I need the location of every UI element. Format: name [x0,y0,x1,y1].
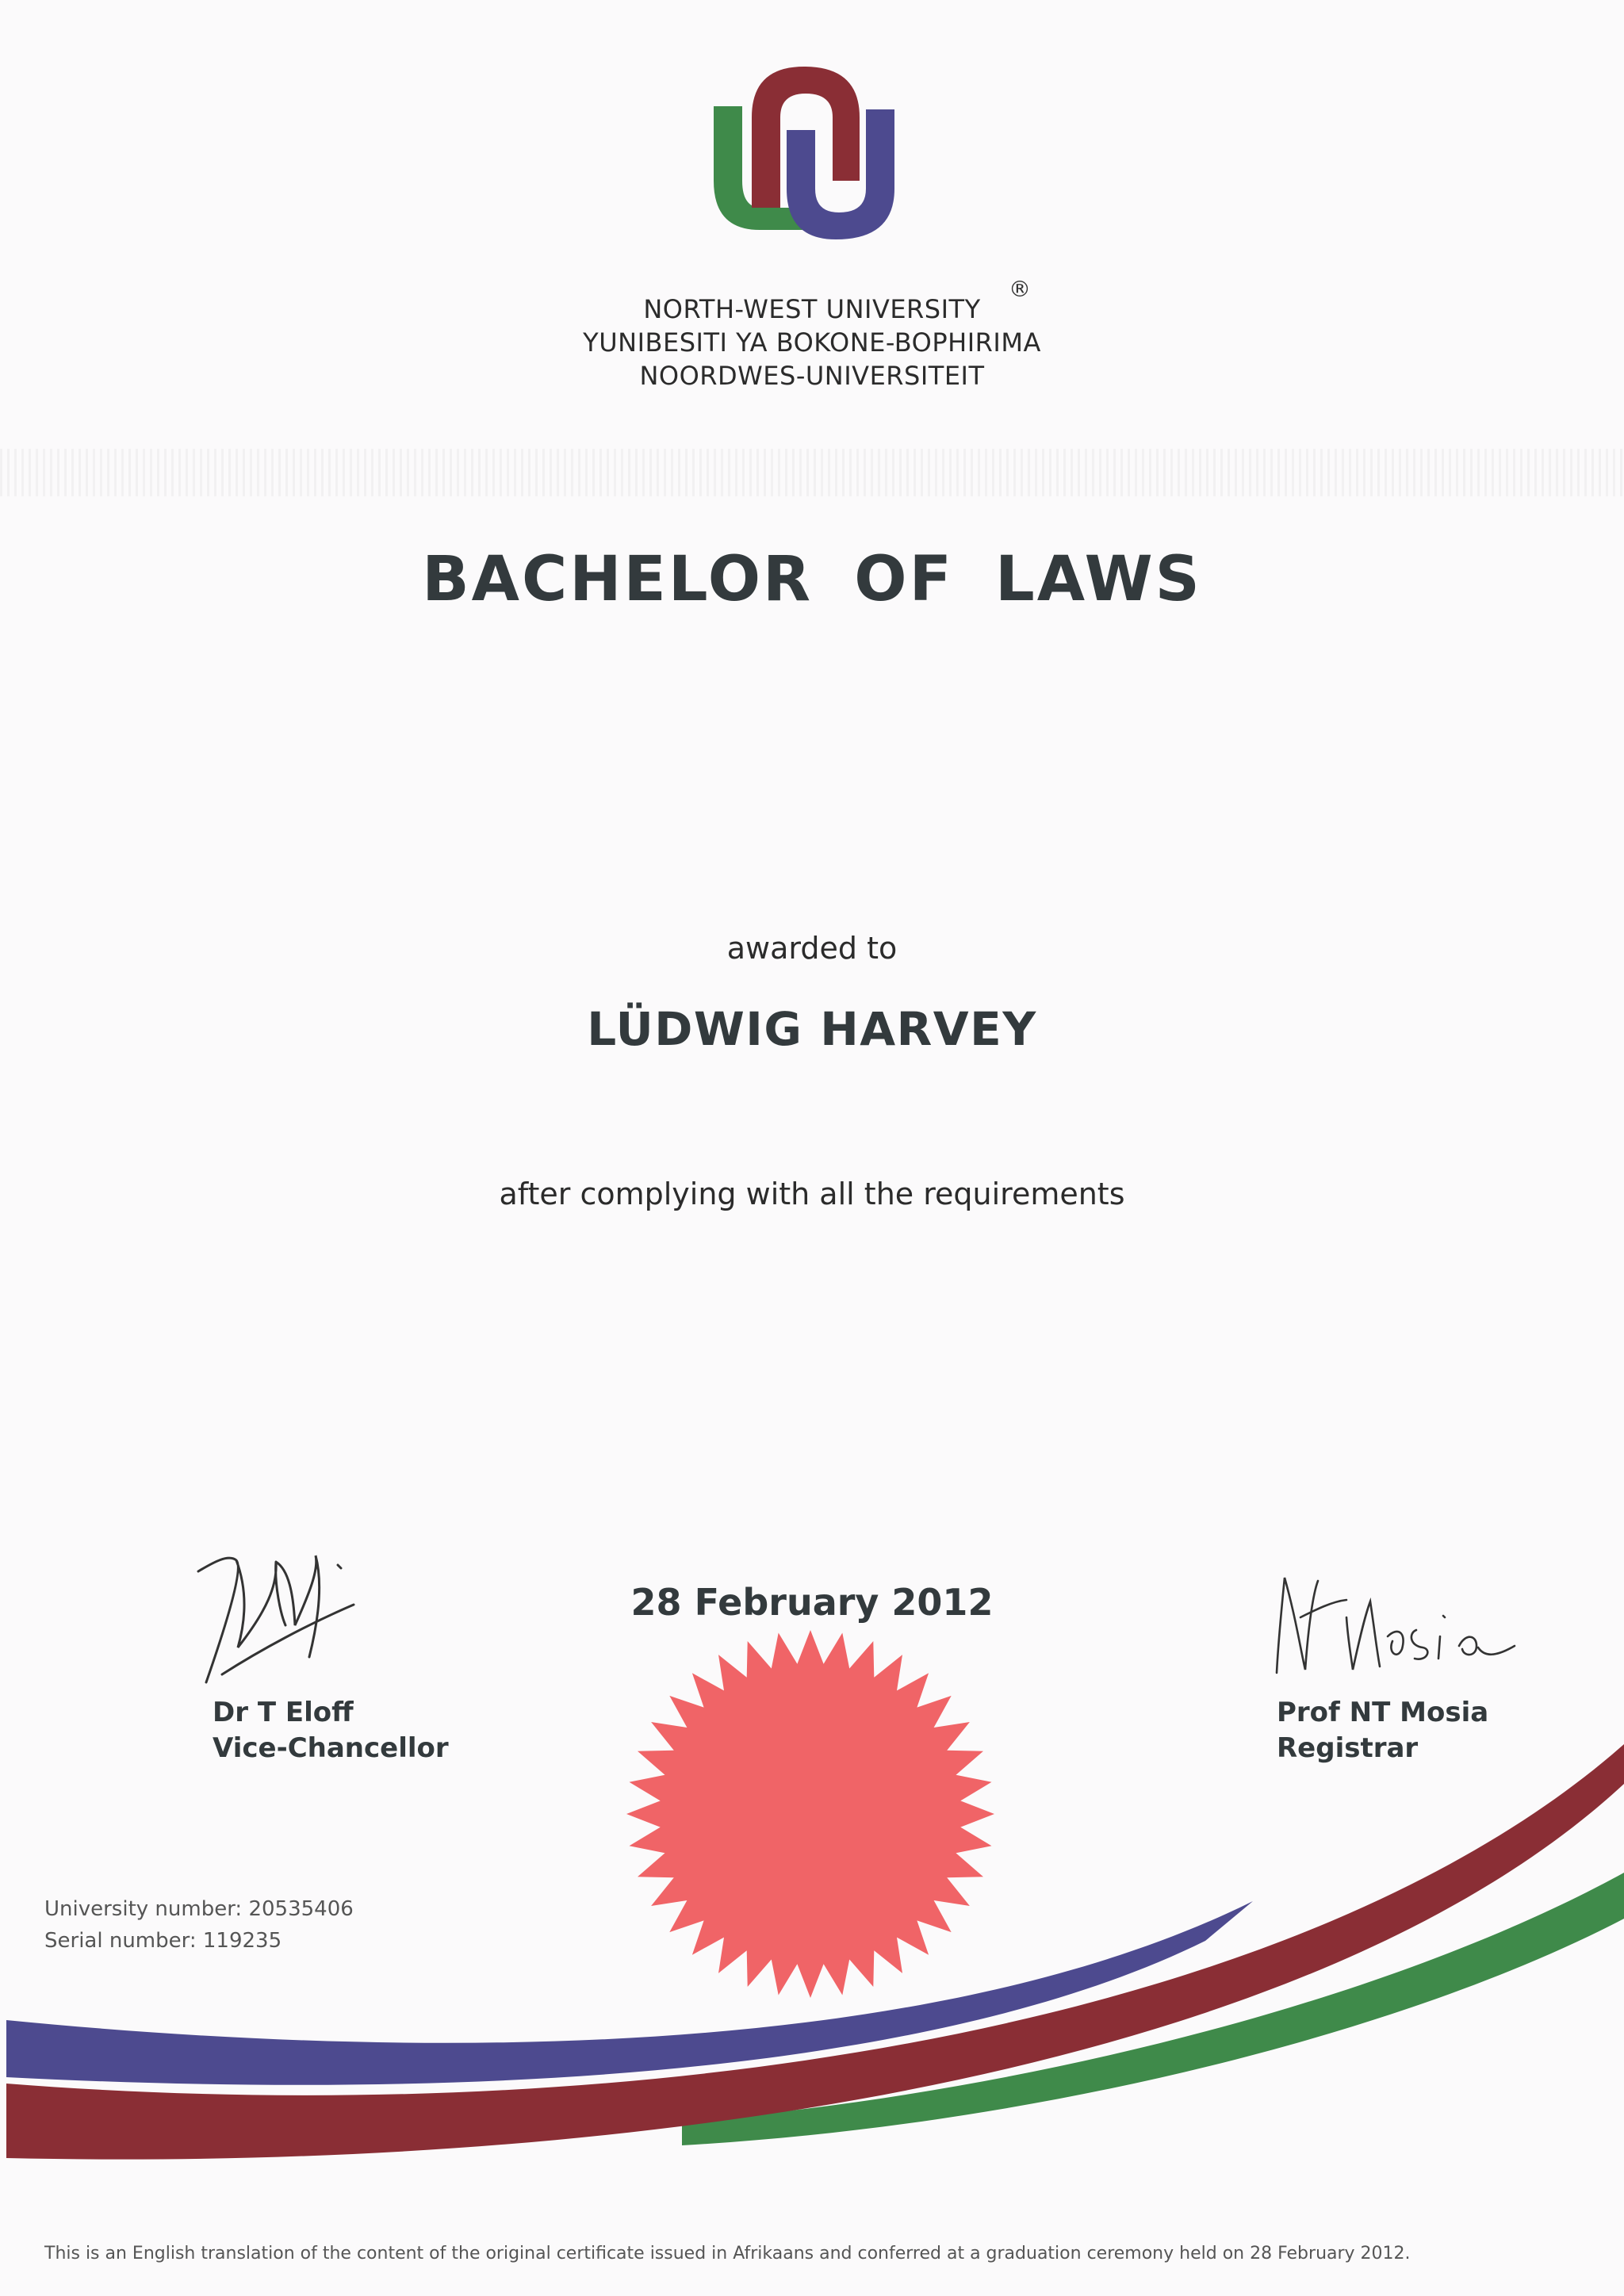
awarded-to-label: awarded to [726,931,898,966]
institution-name-setswana: YUNIBESITI YA BOKONE-BOPHIRIMA [583,327,1041,358]
red-seal [620,1624,1001,2004]
signatory-left [213,1695,449,1766]
signatory-left-name: Dr T Eloff [213,1697,354,1728]
university-number: University number: 20535406 [44,1897,354,1921]
signatory-right-name: Prof NT Mosia [1277,1697,1489,1728]
signatory-right [1277,1695,1488,1766]
institution-name-english: NORTH-WEST UNIVERSITY [643,294,981,324]
requirements-statement: after complying with all the requirements [499,1177,1125,1211]
certificate-numbers [44,1893,354,1957]
degree-title: BACHELOR OF LAWS [422,544,1202,615]
institution-name-afrikaans: NOORDWES-UNIVERSITEIT [639,361,985,391]
serial-number: Serial number: 119235 [44,1929,282,1953]
conferral-date: 28 February 2012 [630,1581,994,1624]
signatory-right-title: Registrar [1277,1732,1419,1764]
recipient-name: LÜDWIG HARVEY [587,1002,1037,1056]
signatory-left-title: Vice-Chancellor [213,1732,449,1764]
registered-trademark-mark: ® [1009,276,1031,302]
translation-footnote: This is an English translation of the content of the original certificate issued in Afrikaans and conferred at a graduation ceremony held on 28 February 2012. [44,2244,1411,2263]
